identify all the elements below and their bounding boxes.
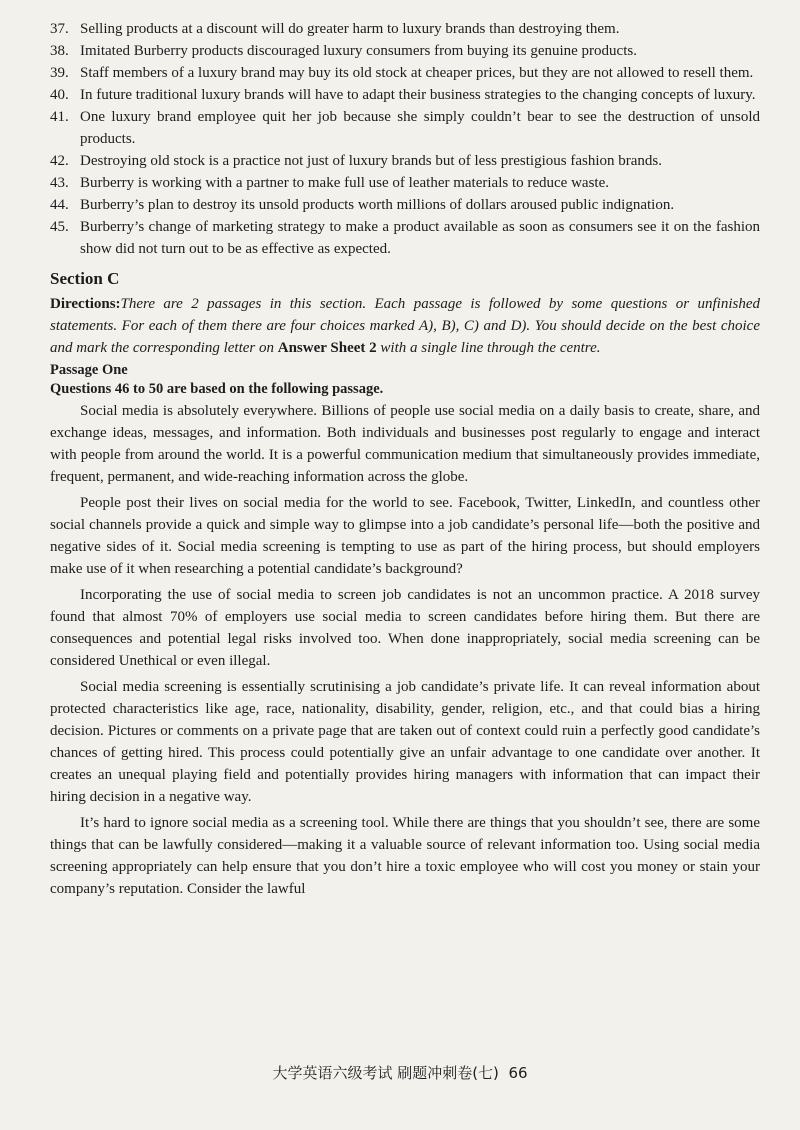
section-title: Section C [50,269,120,288]
statement-item: 41. One luxury brand employee quit her job because she simply couldn’t bear to see the destruction of unsold products. [50,109,760,147]
statement-item: 45. Burberry’s change of marketing strategy to make a product available as soon as consumers see it on the fashion show did not turn out to be as effective as expected. [50,219,760,257]
passage-title: Passage One [50,362,128,378]
passage-paragraph: It’s hard to ignore social media as a screening tool. While there are things that you shouldn’t see, there are some things that can be lawfully considered—making it a valuable source of relevant information too. Using social media screening appropriately can help ensure that you don’t hire a toxic employee who will cost you money or stain your company’s reputation. Consider the lawful [50,815,760,897]
passage-paragraph: Social media screening is essentially scrutinising a job candidate’s private life. It can reveal information about protected characteristics like age, race, nationality, disability, gender, religion, etc., and that could bias a hiring decision. Pictures or comments on a private page that are taken out of context could ruin a perfectly good candidate’s chances of getting hired. This process could potentially give an unfair advantage to one candidate over another. It creates an unequal playing field and potentially provides hiring managers with information that can impact their hiring decision in a negative way. [50,679,760,805]
statement-item: 42. Destroying old stock is a practice not just of luxury brands but of less prestigious fashion brands. [50,153,662,169]
question-range: Questions 46 to 50 are based on the following passage. [50,381,384,397]
statement-item: 38. Imitated Burberry products discouraged luxury consumers from buying its genuine products. [50,43,637,59]
passage-paragraph: Incorporating the use of social media to screen job candidates is not an uncommon practice. A 2018 survey found that almost 70% of employers use social media to screen candidates before hiring them. But there are consequences and potential legal risks involved too. When done inappropriately, social media screening can be considered Unethical or even illegal. [50,587,760,669]
page-number: 66 [508,1064,528,1082]
directions-label: Directions: [50,296,121,312]
passage-paragraph: Social media is absolutely everywhere. Billions of people use social media on a daily basis to create, share, and exchange ideas, messages, and information. Both individuals and businesses post regularly to engage and interact with people from around the world. It is a powerful communication medium that simultaneously provides immediate, frequent, permanent, and wide-reaching information across the globe. [50,403,760,485]
statement-item: 37. Selling products at a discount will do greater harm to luxury brands than destroying them. [50,21,620,37]
passage-paragraph: People post their lives on social media for the world to see. Facebook, Twitter, LinkedIn, and countless other social channels provide a quick and simple way to glimpse into a job candidate’s personal life—both the positive and negative sides of it. Social media screening is tempting to use as part of the hiring process, but should employers make use of it when researching a potential candidate’s background? [50,495,760,577]
statement-item: 40. In future traditional luxury brands will have to adapt their business strategies to the changing concepts of luxury. [50,87,756,103]
statement-item: 44. Burberry’s plan to destroy its unsold products worth millions of dollars aroused public indignation. [50,197,675,213]
statement-list [50,18,760,260]
statement-item: 39. Staff members of a luxury brand may buy its old stock at cheaper prices, but they are not allowed to resell them. [50,65,754,81]
directions-text: There are 2 passages in this section. Each passage is followed by some questions or unfinished statements. For each of them there are four choices marked A), B), C) and D). You should decide on the best choice and mark the corresponding letter on [50,296,760,356]
directions-text-end: with a single line through the centre. [380,340,601,356]
directions [50,293,760,359]
page-footer [0,1062,800,1083]
statement-item: 43. Burberry is working with a partner to make full use of leather materials to reduce waste. [50,175,609,191]
footer-title: 大学英语六级考试 刷题冲刺卷(七) [272,1064,499,1082]
answer-sheet-ref: Answer Sheet 2 [277,340,377,356]
